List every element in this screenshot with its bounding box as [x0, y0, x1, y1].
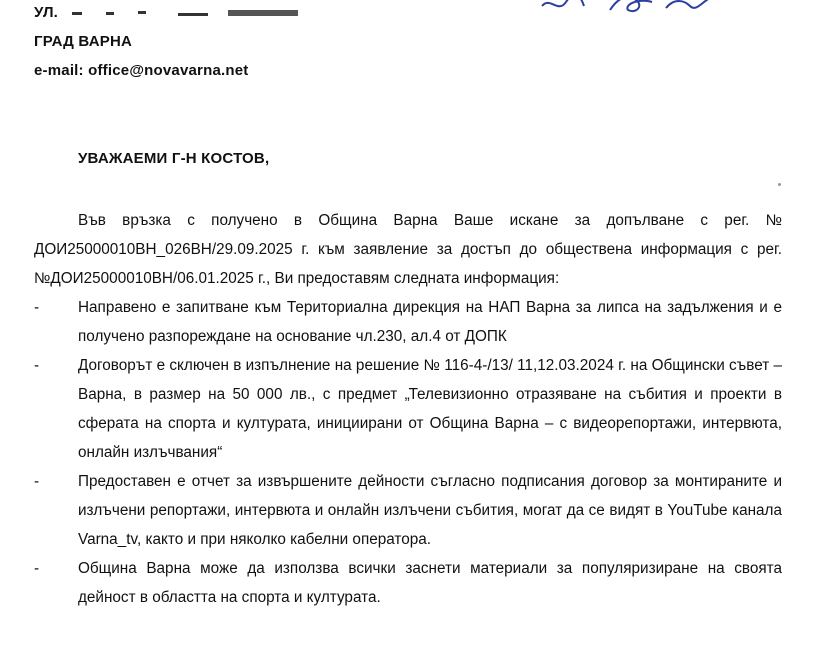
address-street-line [34, 4, 298, 21]
handwritten-signature [540, 0, 720, 16]
list-item [34, 293, 782, 351]
street-prefix: УЛ. [34, 4, 59, 21]
dash-marker: - [34, 357, 40, 374]
list-item [34, 554, 782, 612]
list-item-text: Община Варна може да използва всички заснети материали за популяризиране на своята дейност в областта на спорта и културата. [78, 560, 782, 606]
dash-marker: - [34, 560, 40, 577]
address-city-line: ГРАД ВАРНА [34, 33, 133, 50]
letter-body [34, 206, 782, 612]
scan-speck [778, 183, 781, 186]
list-item [34, 351, 782, 467]
list-item-text: Договорът е сключен в изпълнение на решение № 116-4-/13/ 11,12.03.2024 г. на Общински съвет – Варна, в размер на 50 000 лв., с предмет „Телевизионно отразяване на събития и проекти в сферата на спорта и културата, инициирани от Община Варна – с видеорепортажи, интервюта, онлайн излъчвания“ [78, 357, 782, 461]
intro-paragraph: Във връзка с получено в Община Варна Ваше искане за допълване с рег. № ДОИ25000010ВН_026ВН/29.09.2025 г. към заявление за достъп до обществена информация с рег.№ДОИ25000010ВН/06.01.2025 г., Ви предоставям следната информация: [34, 212, 782, 287]
dash-marker: - [34, 299, 40, 316]
dash-marker: - [34, 473, 40, 490]
email-line: e-mail: office@novavarna.net [34, 62, 249, 79]
list-item-text: Направено е запитване към Териториална дирекция на НАП Варна за липса на задължения и е получено разпореждане на основание чл.230, ал.4 от ДОПК [78, 299, 782, 345]
redacted-address-mark [68, 6, 298, 20]
list-item-text: Предоставен е отчет за извършените дейности съгласно подписания договор за монтираните и излъчени репортажи, интервюта и онлайн излъчени събития, могат да се видят в YouTube канала Varna_tv, както и при няколко кабелни оператора. [78, 473, 782, 548]
list-item [34, 467, 782, 554]
salutation: УВАЖАЕМИ Г-Н КОСТОВ, [78, 150, 270, 167]
